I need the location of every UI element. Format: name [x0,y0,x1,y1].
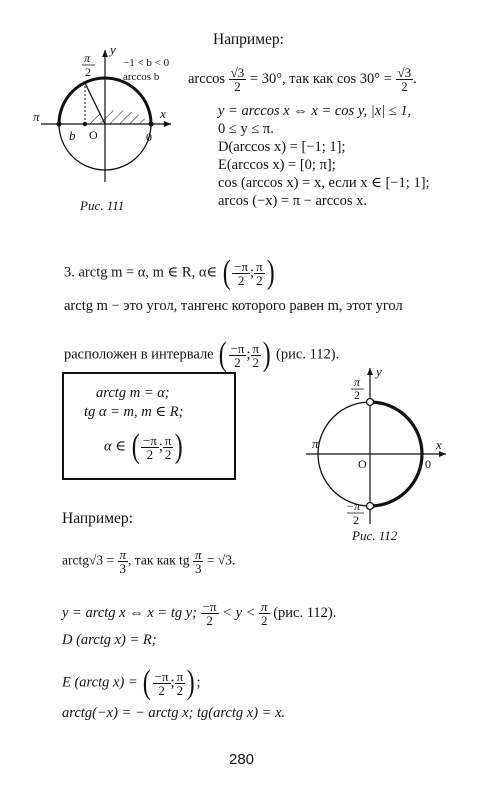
example2-line2: y = arctg x ⇔ x = tg y; $\frac{-\pi}{2}$ < y < $\frac{\pi}{2}$ (рис. 112). [62,599,337,628]
arccos-domain: D(arccos x) = [−1; 1]; [218,139,346,155]
arctg-interval: расположен в интервале ( $\frac{-\pi}{2}$ ; $\frac{\pi}{2}$ ) (рис. 112). [64,336,340,373]
fig111-arccos: arccos b [123,71,160,83]
fig112-2-bottom: 2 [353,513,359,527]
box-line-2: tg α = m, m ∈ R; [84,404,184,420]
fig111-0: 0 [146,130,152,144]
fig111-cond: −1 < b < 0 [123,57,170,69]
fig111-2: 2 [85,65,91,79]
box-line-1: arctg m = α; [96,385,170,401]
fig111-b: b [69,128,76,143]
arccos-odd: arcos (−x) = π − arccos x. [218,193,368,209]
example2-line1: arctg√3 = $\frac{\pi}{3}$ , так как tg $\frac{\pi}{3}$ = √3. [62,547,236,576]
fig112-O: O [358,457,367,471]
arccos-example-line: arccos $\frac{√3}{2}$ = 30°, так как cos 30° = $\frac{√3}{2}$ . [188,65,417,94]
fig111-y: y [110,42,116,57]
fig111-O: O [89,128,98,142]
fig112-caption: Рис. 112 [352,528,398,543]
hatched-sector [85,110,151,124]
box-line-3: α ∈ ( $\frac{-\pi}{2}$ ; $\frac{\pi}{2}$ ) [104,428,184,465]
fig112-y: y [376,364,382,379]
fig112-negpi: −π [346,499,361,513]
example2-heading: Например: [62,510,133,527]
arctg-definition: 3. arctg m = α, m ∈ R, α∈ ( $\frac{-\pi}{2}$ ; $\frac{\pi}{2}$ ) [64,254,275,291]
example2-identities: arctg(−x) = − arctg x; tg(arctg x) = x. [62,705,286,721]
arctg-description: arctg m − это угол, тангенс которого равен m, этот угол [64,298,403,314]
fig111-x: x [160,106,166,121]
fig112-2-top: 2 [354,388,360,402]
arccos-def: y = arccos x ⇔ x = cos y, |x| ≤ 1, [218,103,412,119]
fig112-pi-left: π [312,436,319,451]
fig112-0: 0 [425,457,431,471]
figure-111 [25,40,185,230]
fig112-pi-top: π [354,375,361,389]
arccos-range: 0 ≤ y ≤ π. [218,121,274,137]
example-heading: Например: [213,31,284,48]
fig111-caption: Рис. 111 [80,198,125,213]
fig112-x: x [436,437,442,452]
fig111-pi: π [33,109,40,124]
page-number: 280 [229,751,255,768]
figure-112 [290,364,460,554]
example2-range: E (arctg x) = ( $\frac{-\pi}{2}$ ; $\frac{\pi}{2}$ ) ; [62,664,201,701]
example2-domain: D (arctg x) = R; [62,632,157,648]
fig111-pi-num: π [84,51,91,65]
arccos-identity: cos (arccos x) = x, если x ∈ [−1; 1]; [218,175,430,191]
arccos-codomain: E(arccos x) = [0; π]; [218,157,336,173]
